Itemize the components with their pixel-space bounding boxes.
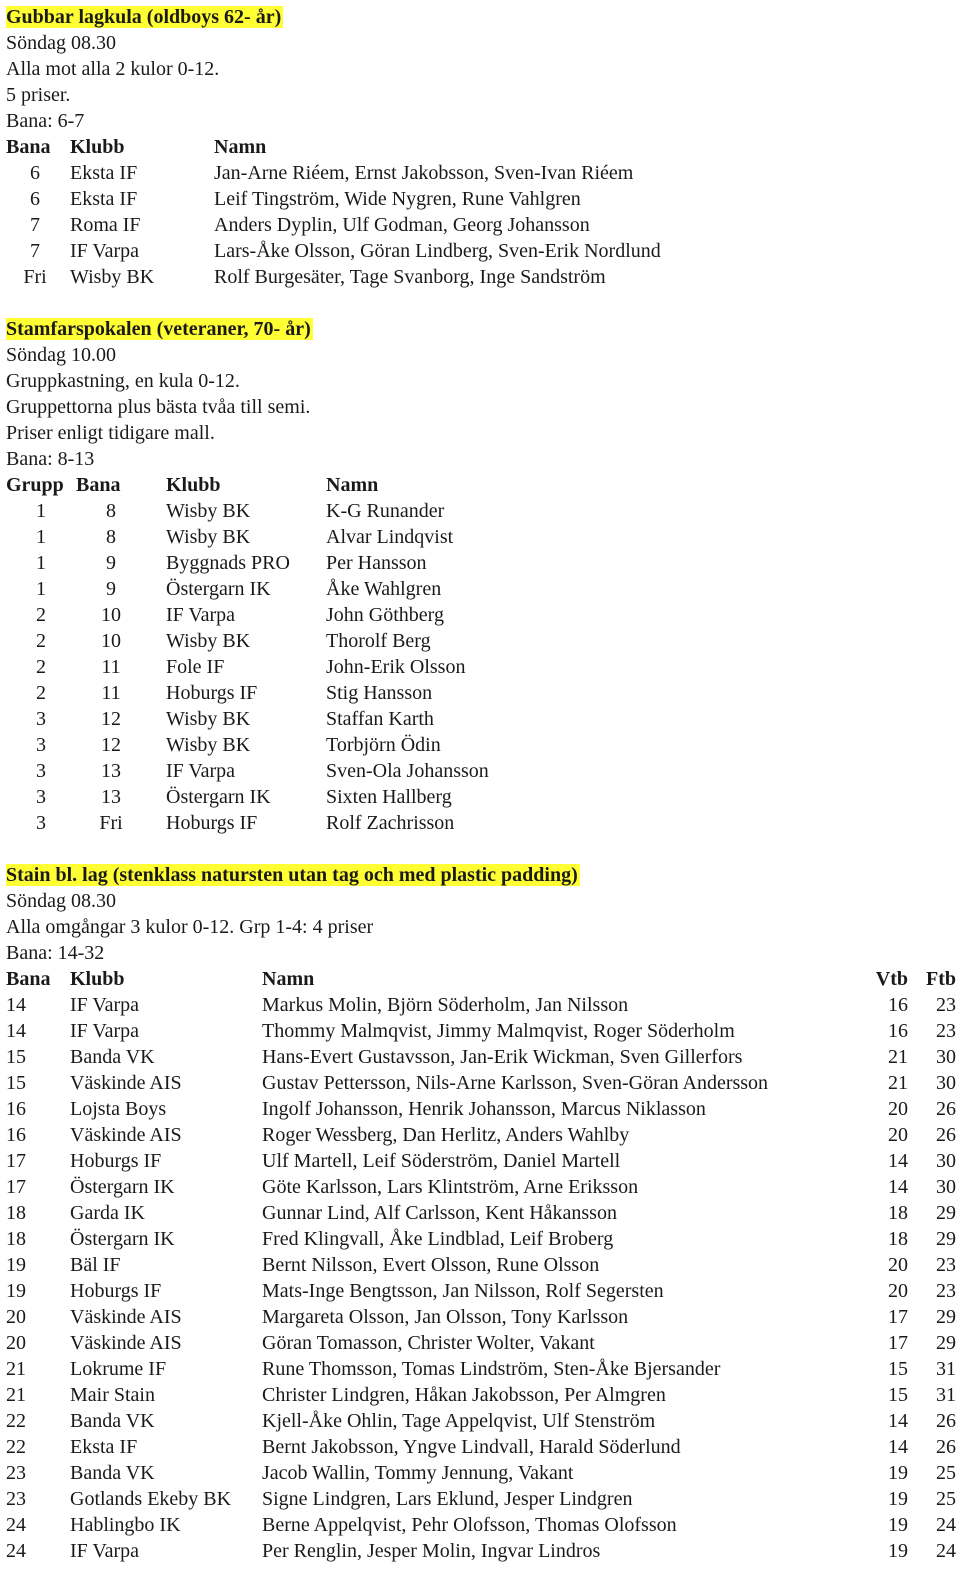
header-namn: Namn	[262, 968, 315, 990]
cell-ftb: 26	[936, 1410, 956, 1432]
cell-ftb: 30	[936, 1176, 956, 1198]
cell-klubb: IF Varpa	[70, 240, 140, 262]
cell-vtb: 14	[888, 1150, 908, 1172]
cell-klubb: Lojsta Boys	[70, 1098, 167, 1120]
cell-bana: 16	[6, 1098, 26, 1120]
info-line: Söndag 08.30	[6, 32, 116, 54]
cell-ftb: 29	[936, 1228, 956, 1250]
cell-namn: Per Hansson	[326, 552, 427, 574]
cell-bana: 17	[6, 1150, 26, 1172]
cell-bana: 13	[101, 760, 121, 782]
cell-ftb: 23	[936, 1280, 956, 1302]
cell-bana: 24	[6, 1540, 26, 1562]
cell-vtb: 20	[888, 1124, 908, 1146]
cell-bana: 14	[6, 1020, 26, 1042]
cell-klubb: Wisby BK	[166, 630, 251, 652]
cell-klubb: Gotlands Ekeby BK	[70, 1488, 232, 1510]
cell-namn: Mats-Inge Bengtsson, Jan Nilsson, Rolf Segersten	[262, 1280, 664, 1302]
cell-namn: Jacob Wallin, Tommy Jennung, Vakant	[262, 1462, 574, 1484]
table-body	[6, 160, 661, 290]
cell-klubb: Väskinde AIS	[70, 1072, 182, 1094]
cell-klubb: Östergarn IK	[166, 578, 271, 600]
cell-grupp: 3	[36, 708, 46, 730]
cell-namn: Hans-Evert Gustavsson, Jan-Erik Wickman, Sven Gillerfors	[262, 1046, 743, 1068]
cell-namn: Jan-Arne Riéem, Ernst Jakobsson, Sven-Ivan Riéem	[214, 162, 634, 184]
section-title	[6, 4, 956, 30]
cell-ftb: 26	[936, 1098, 956, 1120]
cell-grupp: 2	[36, 656, 46, 678]
table-body	[6, 498, 489, 836]
cell-klubb: Bäl IF	[70, 1254, 121, 1276]
table-header-row	[6, 134, 661, 160]
cell-klubb: Lokrume IF	[70, 1358, 167, 1380]
table-row	[6, 238, 661, 264]
cell-vtb: 15	[888, 1384, 908, 1406]
info-line: Gruppkastning, en kula 0-12.	[6, 370, 240, 392]
cell-klubb: Wisby BK	[166, 526, 251, 548]
cell-bana: 18	[6, 1202, 26, 1224]
team-table	[6, 966, 956, 1564]
cell-vtb: 17	[888, 1332, 908, 1354]
cell-bana: 7	[30, 214, 40, 236]
cell-namn: Roger Wessberg, Dan Herlitz, Anders Wahlby	[262, 1124, 630, 1146]
cell-bana: 16	[6, 1124, 26, 1146]
cell-namn: Rune Thomsson, Tomas Lindström, Sten-Åke Bjersander	[262, 1358, 721, 1380]
table-header-row	[6, 472, 489, 498]
cell-namn: John Göthberg	[326, 604, 444, 626]
cell-klubb: Garda IK	[70, 1202, 145, 1224]
cell-klubb: Östergarn IK	[70, 1176, 175, 1198]
cell-bana: 22	[6, 1410, 26, 1432]
cell-bana: 7	[30, 240, 40, 262]
cell-bana: 10	[101, 604, 121, 626]
cell-klubb: Wisby BK	[166, 708, 251, 730]
cell-ftb: 25	[936, 1462, 956, 1484]
info-line: 5 priser.	[6, 84, 71, 106]
cell-klubb: Väskinde AIS	[70, 1332, 182, 1354]
cell-vtb: 20	[888, 1098, 908, 1120]
table-row	[6, 1018, 956, 1044]
table-row	[6, 1096, 956, 1122]
cell-bana: 21	[6, 1384, 26, 1406]
cell-vtb: 16	[888, 1020, 908, 1042]
section-gubbar-lagkula	[6, 4, 956, 290]
table-row	[6, 992, 956, 1018]
cell-namn: Ingolf Johansson, Henrik Johansson, Marcus Niklasson	[262, 1098, 706, 1120]
table-row	[6, 1512, 956, 1538]
table-row	[6, 186, 661, 212]
cell-namn: Göte Karlsson, Lars Klintström, Arne Eriksson	[262, 1176, 639, 1198]
cell-grupp: 3	[36, 760, 46, 782]
cell-klubb: Hoburgs IF	[70, 1150, 162, 1172]
cell-klubb: IF Varpa	[70, 1540, 140, 1562]
cell-bana: Fri	[99, 812, 123, 834]
cell-namn: John-Erik Olsson	[326, 656, 466, 678]
cell-vtb: 18	[888, 1228, 908, 1250]
cell-klubb: IF Varpa	[166, 760, 236, 782]
cell-namn: Signe Lindgren, Lars Eklund, Jesper Lindgren	[262, 1488, 633, 1510]
header-bana: Bana	[6, 136, 51, 158]
cell-grupp: 1	[36, 552, 46, 574]
cell-namn: Stig Hansson	[326, 682, 433, 704]
table-row	[6, 1304, 956, 1330]
section-title	[6, 316, 956, 342]
section-title-text: Stamfarspokalen (veteraner, 70- år)	[6, 318, 311, 340]
table-row	[6, 602, 489, 628]
table-row	[6, 1174, 956, 1200]
table-row	[6, 1538, 956, 1564]
cell-ftb: 23	[936, 1254, 956, 1276]
table-row	[6, 1200, 956, 1226]
header-grupp: Grupp	[6, 474, 64, 496]
cell-vtb: 21	[888, 1046, 908, 1068]
table-row	[6, 732, 489, 758]
cell-vtb: 14	[888, 1410, 908, 1432]
cell-klubb: Fole IF	[166, 656, 225, 678]
table-row	[6, 706, 489, 732]
cell-klubb: Mair Stain	[70, 1384, 155, 1406]
cell-bana: 6	[30, 162, 40, 184]
cell-bana: 9	[106, 578, 116, 600]
header-bana: Bana	[6, 968, 51, 990]
cell-klubb: IF Varpa	[70, 994, 140, 1016]
info-line: Priser enligt tidigare mall.	[6, 422, 215, 444]
cell-ftb: 30	[936, 1150, 956, 1172]
cell-namn: Berne Appelqvist, Pehr Olofsson, Thomas Olofsson	[262, 1514, 677, 1536]
table-row	[6, 654, 489, 680]
cell-bana: 10	[101, 630, 121, 652]
cell-vtb: 16	[888, 994, 908, 1016]
cell-vtb: 19	[888, 1462, 908, 1484]
cell-namn: Bernt Jakobsson, Yngve Lindvall, Harald Söderlund	[262, 1436, 681, 1458]
cell-bana: 13	[101, 786, 121, 808]
cell-vtb: 21	[888, 1072, 908, 1094]
section-title-text: Gubbar lagkula (oldboys 62- år)	[6, 6, 282, 28]
cell-klubb: Eksta IF	[70, 188, 138, 210]
cell-bana: 22	[6, 1436, 26, 1458]
table-row	[6, 1252, 956, 1278]
cell-klubb: Eksta IF	[70, 162, 138, 184]
cell-klubb: Östergarn IK	[70, 1228, 175, 1250]
cell-namn: Bernt Nilsson, Evert Olsson, Rune Olsson	[262, 1254, 600, 1276]
cell-klubb: IF Varpa	[166, 604, 236, 626]
cell-klubb: Väskinde AIS	[70, 1124, 182, 1146]
table-row	[6, 1434, 956, 1460]
cell-bana: 15	[6, 1072, 26, 1094]
cell-vtb: 19	[888, 1540, 908, 1562]
header-ftb: Ftb	[926, 968, 956, 990]
header-namn: Namn	[326, 474, 379, 496]
cell-ftb: 25	[936, 1488, 956, 1510]
cell-namn: Kjell-Åke Ohlin, Tage Appelqvist, Ulf Stenström	[262, 1410, 656, 1432]
cell-bana: 15	[6, 1046, 26, 1068]
cell-klubb: Wisby BK	[166, 734, 251, 756]
cell-namn: Rolf Burgesäter, Tage Svanborg, Inge Sandström	[214, 266, 606, 288]
cell-ftb: 30	[936, 1046, 956, 1068]
cell-bana: 20	[6, 1306, 26, 1328]
cell-bana: 20	[6, 1332, 26, 1354]
table-row	[6, 212, 661, 238]
cell-namn: Göran Tomasson, Christer Wolter, Vakant	[262, 1332, 595, 1354]
header-klubb: Klubb	[70, 968, 125, 990]
header-klubb: Klubb	[70, 136, 125, 158]
cell-bana: Fri	[23, 266, 47, 288]
cell-klubb: Hoburgs IF	[166, 812, 258, 834]
header-namn: Namn	[214, 136, 267, 158]
cell-namn: Per Renglin, Jesper Molin, Ingvar Lindros	[262, 1540, 601, 1562]
cell-namn: Torbjörn Ödin	[326, 734, 441, 756]
cell-vtb: 18	[888, 1202, 908, 1224]
cell-grupp: 1	[36, 578, 46, 600]
cell-namn: Margareta Olsson, Jan Olsson, Tony Karlsson	[262, 1306, 629, 1328]
section-stamfarspokalen	[6, 316, 956, 836]
table-row	[6, 1122, 956, 1148]
cell-klubb: Hablingbo IK	[70, 1514, 181, 1536]
cell-vtb: 20	[888, 1280, 908, 1302]
section-title	[6, 862, 956, 888]
cell-grupp: 1	[36, 526, 46, 548]
table-row	[6, 1330, 956, 1356]
cell-namn: K-G Runander	[326, 500, 445, 522]
cell-ftb: 24	[936, 1514, 956, 1536]
table-row	[6, 550, 489, 576]
cell-grupp: 2	[36, 604, 46, 626]
cell-bana: 11	[101, 656, 121, 678]
cell-namn: Sixten Hallberg	[326, 786, 452, 808]
cell-bana: 18	[6, 1228, 26, 1250]
table-row	[6, 680, 489, 706]
table-row	[6, 758, 489, 784]
cell-bana: 19	[6, 1254, 26, 1276]
cell-namn: Rolf Zachrisson	[326, 812, 455, 834]
cell-namn: Christer Lindgren, Håkan Jakobsson, Per Almgren	[262, 1384, 666, 1406]
table-header-row	[6, 966, 956, 992]
table-row	[6, 1382, 956, 1408]
cell-bana: 19	[6, 1280, 26, 1302]
cell-vtb: 19	[888, 1514, 908, 1536]
header-bana: Bana	[76, 474, 121, 496]
cell-klubb: Banda VK	[70, 1046, 155, 1068]
cell-vtb: 19	[888, 1488, 908, 1510]
cell-grupp: 3	[36, 734, 46, 756]
cell-bana: 6	[30, 188, 40, 210]
table-row	[6, 1226, 956, 1252]
cell-vtb: 17	[888, 1306, 908, 1328]
cell-namn: Sven-Ola Johansson	[326, 760, 489, 782]
table-row	[6, 1148, 956, 1174]
cell-ftb: 31	[936, 1358, 956, 1380]
info-line: Alla omgångar 3 kulor 0-12. Grp 1-4: 4 priser	[6, 916, 374, 938]
table-row	[6, 628, 489, 654]
info-line: Gruppettorna plus bästa tvåa till semi.	[6, 396, 311, 418]
cell-bana: 8	[106, 500, 116, 522]
table-body	[6, 992, 956, 1564]
document-page	[6, 4, 956, 1564]
cell-ftb: 29	[936, 1332, 956, 1354]
cell-klubb: Banda VK	[70, 1410, 155, 1432]
table-row	[6, 1278, 956, 1304]
table-row	[6, 784, 489, 810]
table-row	[6, 524, 489, 550]
info-line: Alla mot alla 2 kulor 0-12.	[6, 58, 220, 80]
header-klubb: Klubb	[166, 474, 221, 496]
info-line: Bana: 14-32	[6, 942, 105, 964]
cell-klubb: Östergarn IK	[166, 786, 271, 808]
cell-grupp: 1	[36, 500, 46, 522]
team-table	[6, 134, 661, 290]
cell-namn: Åke Wahlgren	[326, 578, 442, 600]
cell-klubb: Wisby BK	[70, 266, 155, 288]
cell-vtb: 15	[888, 1358, 908, 1380]
table-row	[6, 1044, 956, 1070]
cell-ftb: 24	[936, 1540, 956, 1562]
cell-namn: Gustav Pettersson, Nils-Arne Karlsson, Sven-Göran Andersson	[262, 1072, 769, 1094]
player-table	[6, 472, 489, 836]
cell-bana: 11	[101, 682, 121, 704]
cell-namn: Thommy Malmqvist, Jimmy Malmqvist, Roger Söderholm	[262, 1020, 735, 1042]
section-spacer	[6, 290, 956, 316]
cell-vtb: 20	[888, 1254, 908, 1276]
cell-namn: Alvar Lindqvist	[326, 526, 454, 548]
cell-namn: Fred Klingvall, Åke Lindblad, Leif Broberg	[262, 1228, 614, 1250]
info-line: Bana: 6-7	[6, 110, 85, 132]
cell-ftb: 30	[936, 1072, 956, 1094]
table-row	[6, 1356, 956, 1382]
cell-klubb: Wisby BK	[166, 500, 251, 522]
cell-bana: 9	[106, 552, 116, 574]
cell-grupp: 2	[36, 630, 46, 652]
cell-bana: 23	[6, 1488, 26, 1510]
table-row	[6, 1408, 956, 1434]
cell-grupp: 3	[36, 786, 46, 808]
cell-klubb: Eksta IF	[70, 1436, 138, 1458]
cell-bana: 24	[6, 1514, 26, 1536]
table-row	[6, 498, 489, 524]
info-line: Söndag 08.30	[6, 890, 116, 912]
cell-klubb: Hoburgs IF	[70, 1280, 162, 1302]
cell-ftb: 23	[936, 1020, 956, 1042]
section-stain-lag	[6, 862, 956, 1564]
info-line: Bana: 8-13	[6, 448, 95, 470]
cell-namn: Gunnar Lind, Alf Carlsson, Kent Håkansson	[262, 1202, 617, 1224]
cell-ftb: 26	[936, 1124, 956, 1146]
table-row	[6, 264, 661, 290]
cell-klubb: Roma IF	[70, 214, 141, 236]
cell-ftb: 29	[936, 1306, 956, 1328]
cell-namn: Markus Molin, Björn Söderholm, Jan Nilsson	[262, 994, 629, 1016]
cell-namn: Thorolf Berg	[326, 630, 431, 652]
cell-klubb: IF Varpa	[70, 1020, 140, 1042]
table-row	[6, 1460, 956, 1486]
cell-bana: 12	[101, 708, 121, 730]
cell-namn: Leif Tingström, Wide Nygren, Rune Vahlgren	[214, 188, 581, 210]
cell-klubb: Hoburgs IF	[166, 682, 258, 704]
cell-ftb: 23	[936, 994, 956, 1016]
cell-bana: 8	[106, 526, 116, 548]
cell-bana: 14	[6, 994, 26, 1016]
cell-bana: 21	[6, 1358, 26, 1380]
cell-vtb: 14	[888, 1176, 908, 1198]
section-spacer	[6, 836, 956, 862]
table-row	[6, 810, 489, 836]
cell-bana: 23	[6, 1462, 26, 1484]
cell-namn: Staffan Karth	[326, 708, 434, 730]
cell-grupp: 2	[36, 682, 46, 704]
cell-klubb: Väskinde AIS	[70, 1306, 182, 1328]
cell-namn: Lars-Åke Olsson, Göran Lindberg, Sven-Erik Nordlund	[214, 240, 661, 262]
table-row	[6, 1070, 956, 1096]
cell-namn: Ulf Martell, Leif Söderström, Daniel Martell	[262, 1150, 621, 1172]
cell-namn: Anders Dyplin, Ulf Godman, Georg Johansson	[214, 214, 590, 236]
cell-ftb: 26	[936, 1436, 956, 1458]
cell-klubb: Banda VK	[70, 1462, 155, 1484]
table-row	[6, 576, 489, 602]
info-line: Söndag 10.00	[6, 344, 116, 366]
cell-klubb: Byggnads PRO	[166, 552, 290, 574]
header-vtb: Vtb	[875, 968, 908, 990]
cell-ftb: 29	[936, 1202, 956, 1224]
section-title-text: Stain bl. lag (stenklass natursten utan tag och med plastic padding)	[6, 864, 578, 886]
cell-ftb: 31	[936, 1384, 956, 1406]
cell-vtb: 14	[888, 1436, 908, 1458]
cell-bana: 17	[6, 1176, 26, 1198]
table-row	[6, 1486, 956, 1512]
table-row	[6, 160, 661, 186]
cell-bana: 12	[101, 734, 121, 756]
cell-grupp: 3	[36, 812, 46, 834]
